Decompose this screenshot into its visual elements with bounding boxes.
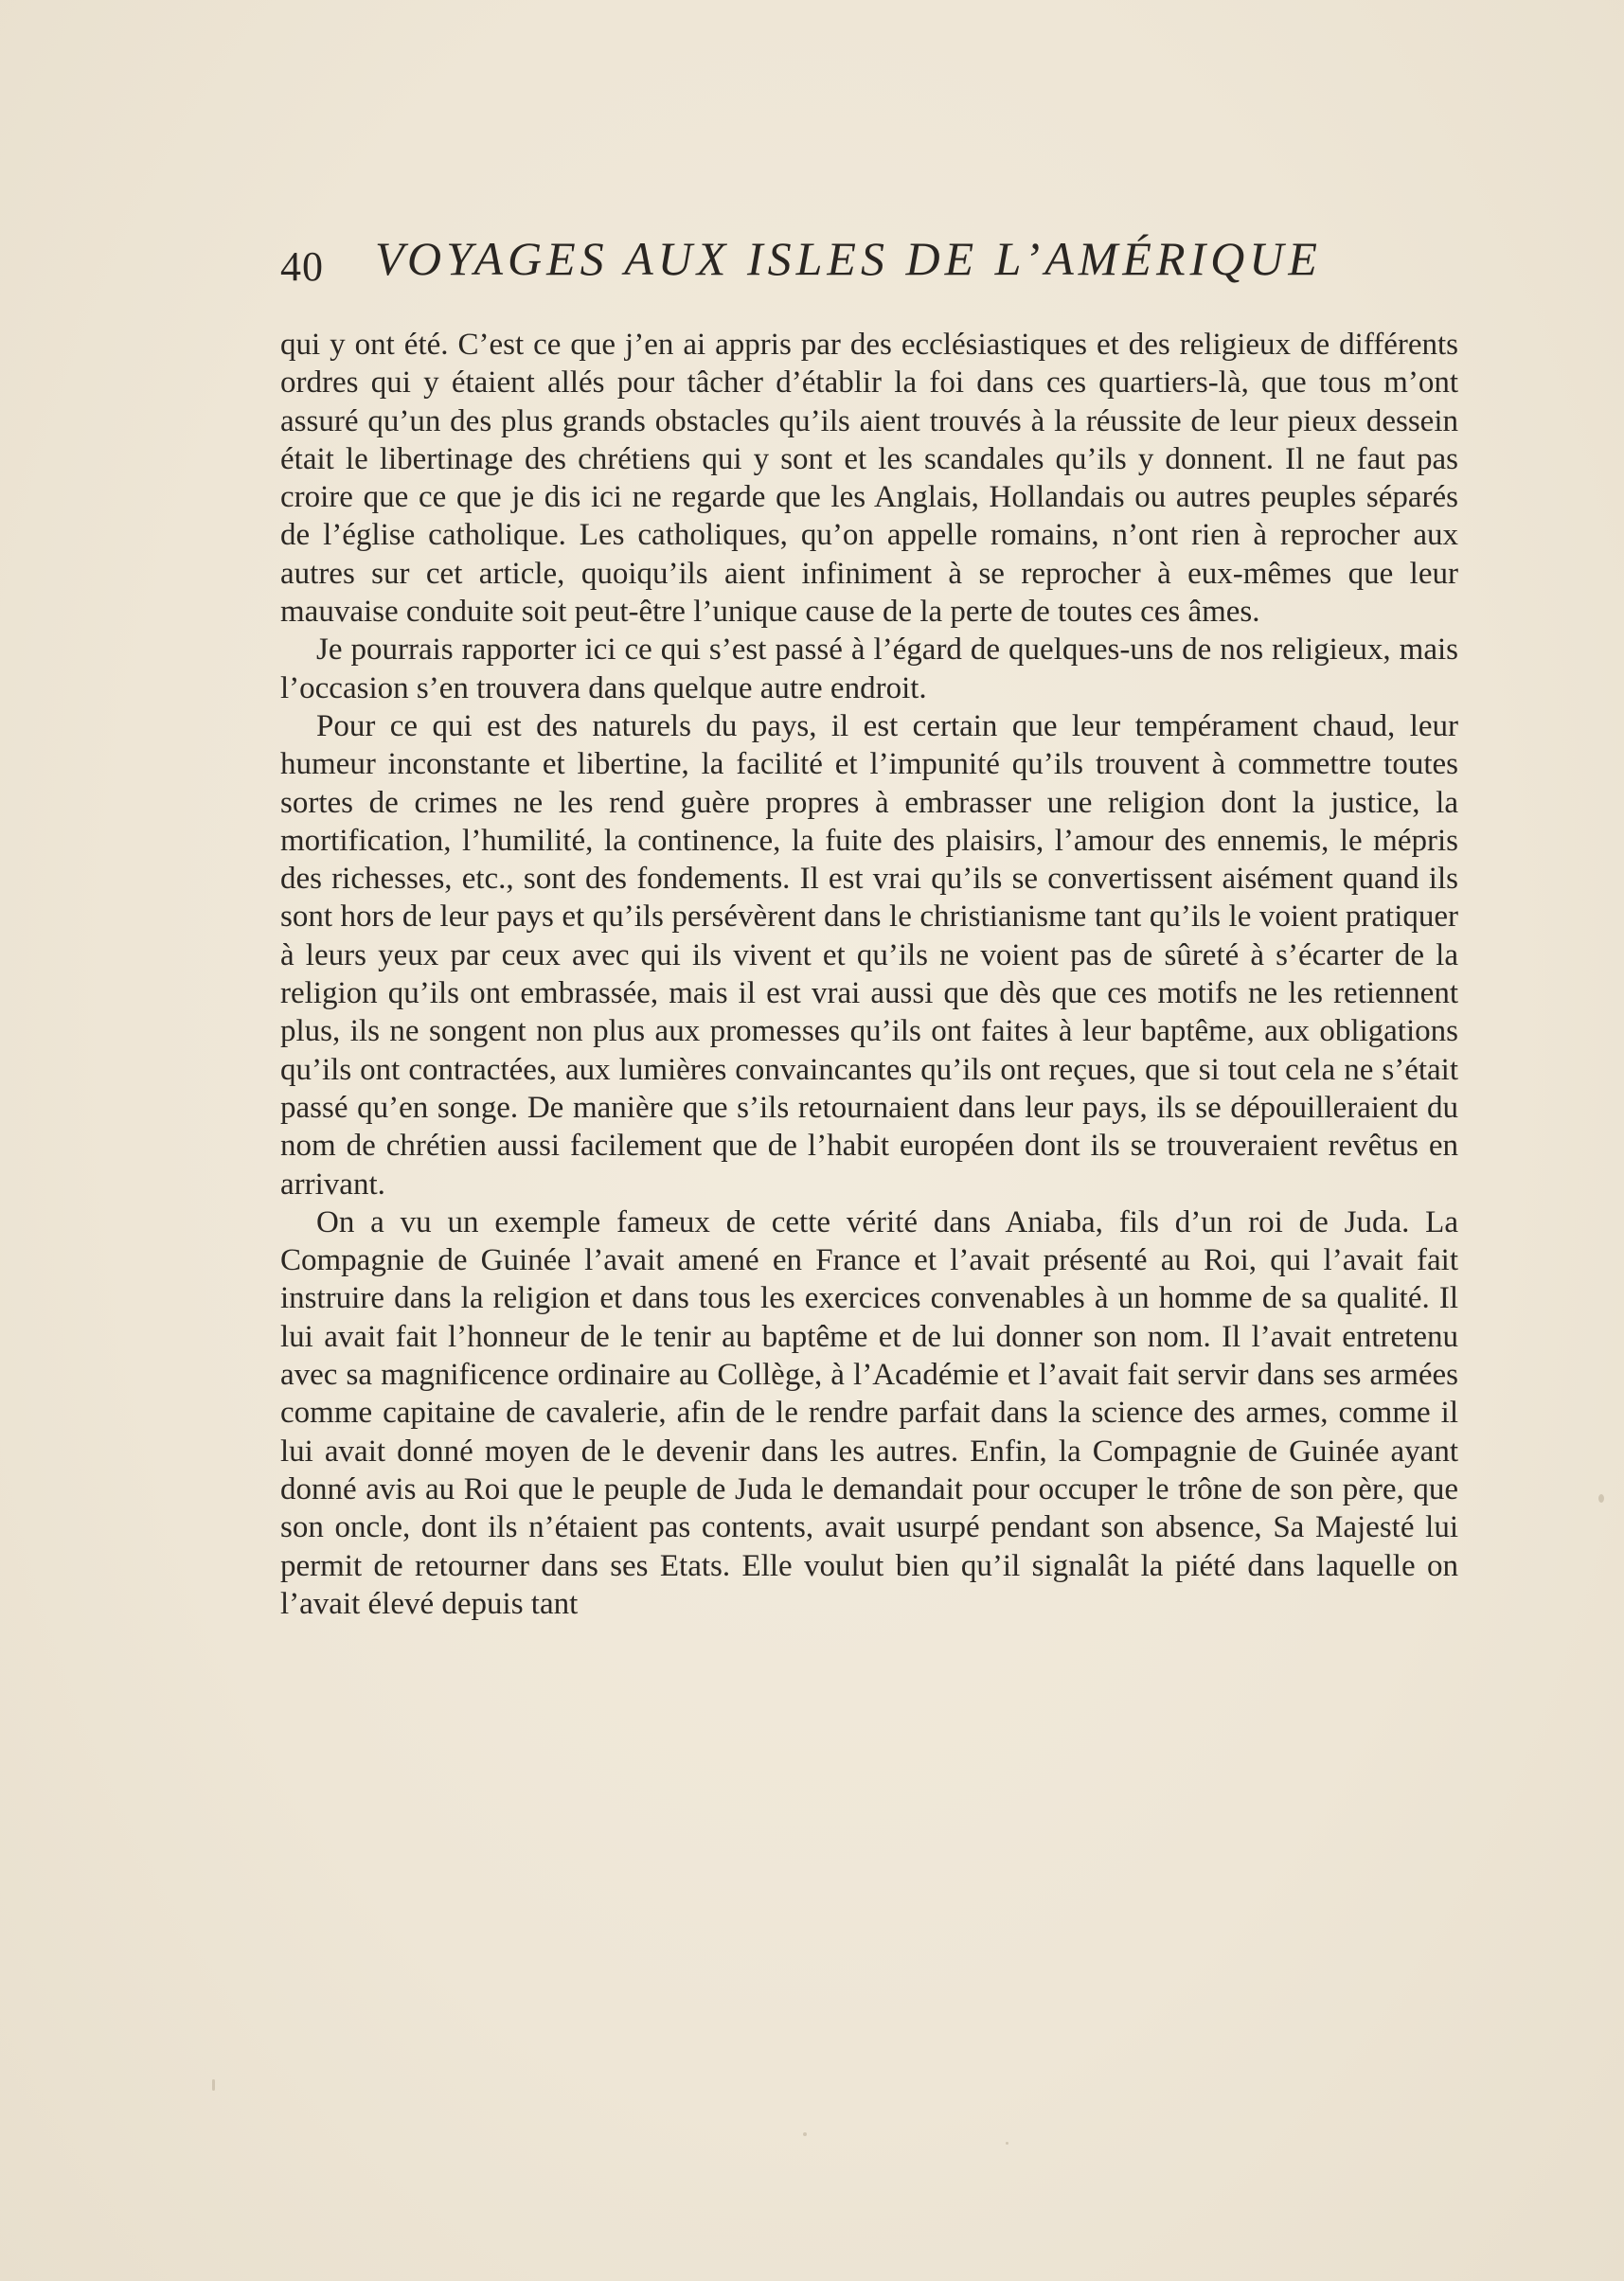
paragraph: On a vu un exemple fameux de cette vérité dans Aniaba, fils d’un roi de Juda. La Compagnie de Guinée l’avait amené en France et l’avait présenté au Roi, qui l’avait fait instruire dans la religion et dans tous les exercices convenables à un homme de sa qualité. Il lui avait fait l’honneur de le tenir au baptême et de lui donner son nom. Il l’avait entretenu avec sa magnificence ordinaire au Collège, à l’Académie et l’avait fait servir dans ses armées comme capitaine de cavalerie, afin de le rendre parfait dans la science des armes, comme il lui avait donné moyen de le devenir dans les autres. Enfin, la Compagnie de Guinée ayant donné avis au Roi que le peuple de Juda le demandait pour occuper le trône de son père, que son oncle, dont ils n’étaient pas contents, avait usurpé pendant son absence, Sa Majesté lui permit de retourner dans ses Etats. Elle voulut bien qu’il signalât la piété dans laquelle on l’avait élevé depuis tant <box>280 1204 1458 1621</box>
paper-speck <box>1598 1494 1604 1503</box>
paper-speck <box>212 2079 215 2091</box>
page-number: 40 <box>280 243 324 290</box>
running-title: VOYAGES AUX ISLES DE L’AMÉRIQUE <box>375 232 1322 285</box>
running-header <box>280 223 1464 299</box>
paragraph: Je pourrais rapporter ici ce qui s’est passé à l’égard de quelques-uns de nos religieux, mais l’occasion s’en trouvera dans quelque autre endroit. <box>280 633 1458 705</box>
paper-speck <box>803 2132 807 2136</box>
body-text <box>280 326 1458 1623</box>
paragraph: qui y ont été. C’est ce que j’en ai appris par des ecclésiastiques et des religieux de différents ordres qui y étaient allés pour tâcher d’établir la foi dans ces quartiers-là, que tous m’ont assuré qu’un des plus grands obstacles qu’ils aient trouvés à la réussite de leur pieux dessein était le libertinage des chrétiens qui y sont et les scandales qu’ils y donnent. Il ne faut pas croire que ce que je dis ici ne regarde que les Anglais, Hollandais ou autres peuples séparés de l’église catholique. Les catholiques, qu’on appelle romains, n’ont rien à reprocher aux autres sur cet article, quoiqu’ils aient infiniment à se reprocher à eux-mêmes que leur mauvaise conduite soit peut-être l’unique cause de la perte de toutes ces âmes. <box>280 328 1458 630</box>
paper-speck <box>1006 2142 1008 2145</box>
paragraph: Pour ce qui est des naturels du pays, il est certain que leur tempérament chaud, leur humeur inconstante et libertine, la facilité et l’impunité qu’ils trouvent à commettre toutes sortes de crimes ne les rend guère propres à embrasser une religion dont la justice, la mortification, l’humilité, la continence, la fuite des plaisirs, l’amour des ennemis, le mépris des richesses, etc., sont des fondements. Il est vrai qu’ils se convertissent aisément quand ils sont hors de leur pays et qu’ils persévèrent dans le christianisme tant qu’ils le voient pratiquer à leurs yeux par ceux avec qui ils vivent et qu’ils ne voient pas de sûreté à s’écarter de la religion qu’ils ont embrassée, mais il est vrai aussi que dès que ces motifs ne les retiennent plus, ils ne songent non plus aux promesses qu’ils ont faites à leur baptême, aux obligations qu’ils ont contractées, aux lumières convaincantes qu’ils ont reçues, que si tout cela ne s’était passé qu’en songe. De manière que s’ils retournaient dans leur pays, ils se dépouilleraient du nom de chrétien aussi facilement que de l’habit européen dont ils se trouveraient revêtus en arrivant. <box>280 708 1458 1202</box>
